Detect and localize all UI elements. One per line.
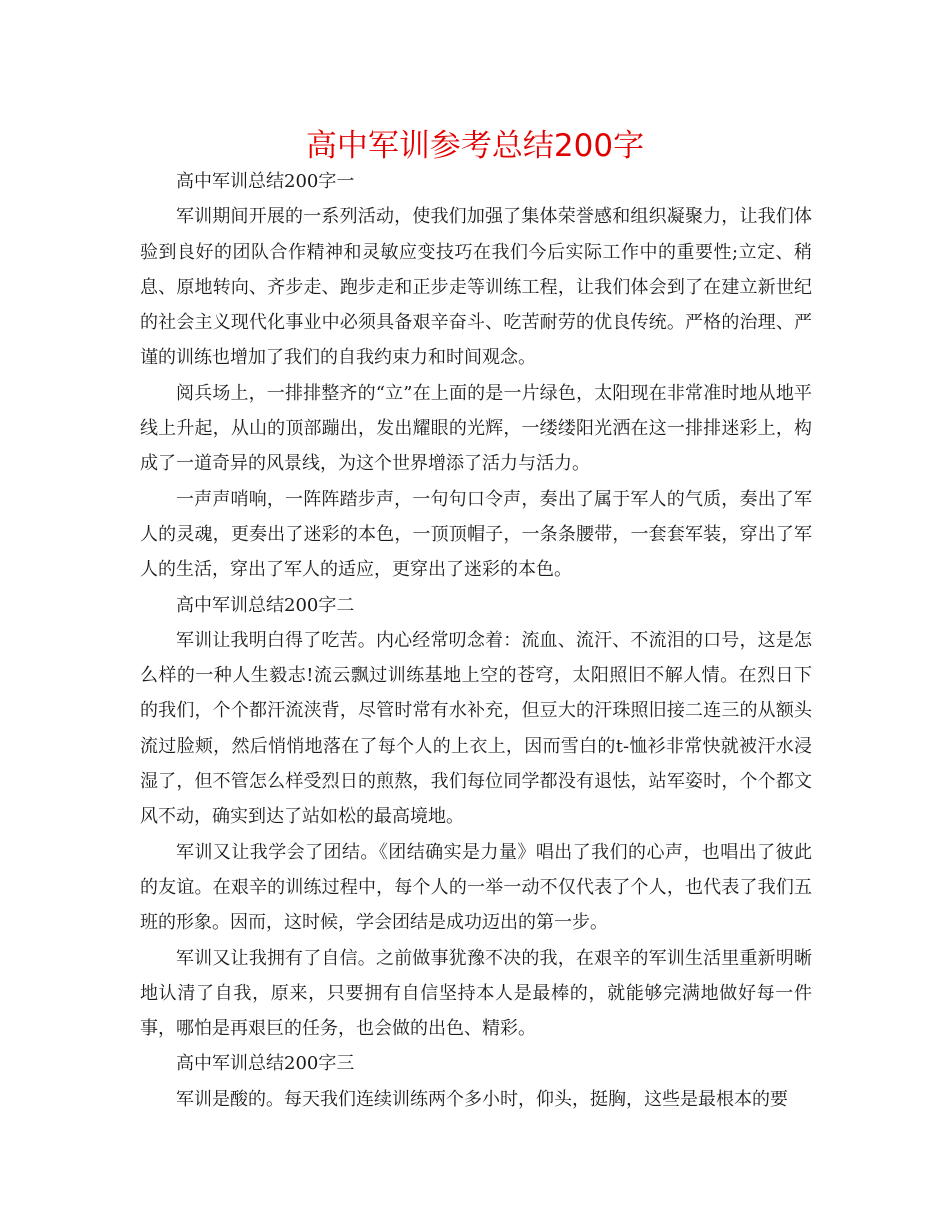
paragraph: 军训是酸的。每天我们连续训练两个多小时，仰头，挺胸，这些是最根本的要 [176, 1088, 788, 1110]
paragraph: 一声声哨响，一阵阵踏步声，一句句口令声，奏出了属于军人的气质，奏出了军人的灵魂，更奏出了迷彩的本色，一顶顶帽子，一条条腰带，一套套军装，穿出了军人的生活，穿出了军人的适应，更穿出了迷彩的本色。 [140, 488, 812, 581]
section-heading-2: 高中军训总结200字二 [176, 594, 355, 616]
section-heading-3: 高中军训总结200字三 [176, 1053, 355, 1075]
document-body [140, 164, 812, 1117]
paragraph: 军训让我明白得了吃苦。内心经常叨念着：流血、流汗、不流泪的口号，这是怎么样的一种人生毅志!流云飘过训练基地上空的苍穹，太阳照旧不解人情。在烈日下的我们，个个都汗流浃背，尽管时常有水补充，但豆大的汗珠照旧接二连三的从额头流过脸颊，然后悄悄地落在了每个人的上衣上，因而雪白的t-恤衫非常快就被汗水浸湿了，但不管怎么样受烈日的煎熬，我们每位同学都没有退怯，站军姿时，个个都文风不动，确实到达了站如松的最高境地。 [140, 629, 812, 828]
document-title: 高中军训参考总结200字 [305, 128, 645, 164]
paragraph: 军训又让我学会了团结。《团结确实是力量》唱出了我们的心声，也唱出了彼此的友谊。在艰辛的训练过程中，每个人的一举一动不仅代表了个人，也代表了我们五班的形象。因而，这时候，学会团结是成功迈出的第一步。 [140, 841, 812, 934]
paragraph: 阅兵场上，一排排整齐的“立”在上面的是一片绿色，太阳现在非常准时地从地平线上升起，从山的顶部蹦出，发出耀眼的光辉，一缕缕阳光洒在这一排排迷彩上，构成了一道奇异的风景线，为这个世界增添了活力与活力。 [140, 382, 812, 475]
section-heading-1: 高中军训总结200字一 [176, 171, 355, 192]
paragraph: 军训又让我拥有了自信。之前做事犹豫不决的我，在艰辛的军训生活里重新明晰地认清了自我，原来，只要拥有自信坚持本人是最棒的，就能够完满地做好每一件事，哪怕是再艰巨的任务，也会做的出色、精彩。 [140, 947, 812, 1040]
paragraph: 军训期间开展的一系列活动，使我们加强了集体荣誉感和组织凝聚力，让我们体验到良好的团队合作精神和灵敏应变技巧在我们今后实际工作中的重要性;立定、稍息、原地转向、齐步走、跑步走和正步走等训练工程，让我们体会到了在建立新世纪的社会主义现代化事业中必须具备艰辛奋斗、吃苦耐劳的优良传统。严格的治理、严谨的训练也增加了我们的自我约束力和时间观念。 [140, 206, 812, 369]
